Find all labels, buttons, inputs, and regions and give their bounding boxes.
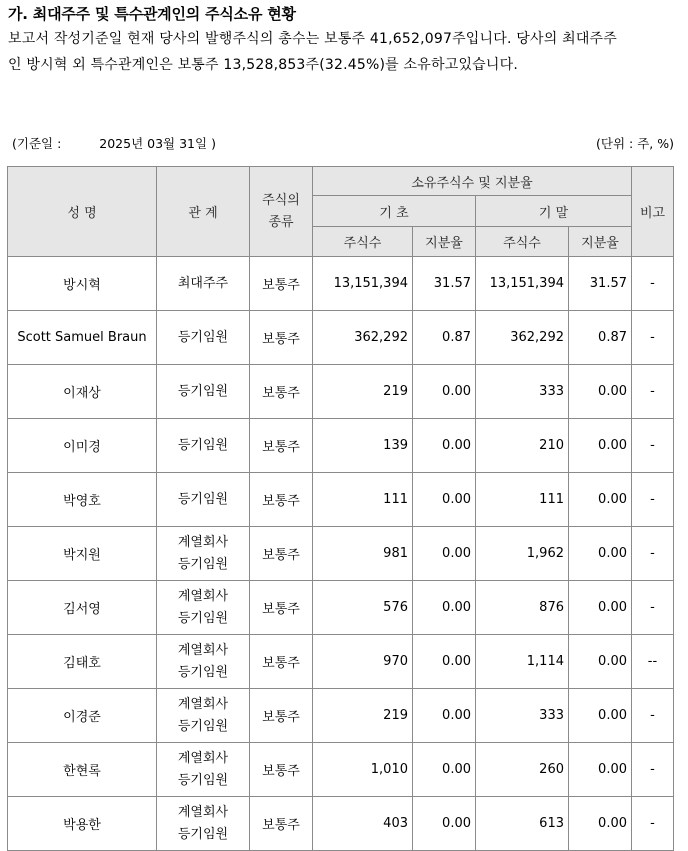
row-begin-ratio: 0.00: [413, 689, 476, 743]
row-relation: [157, 473, 250, 527]
row-stock-type: 보통주: [250, 743, 313, 797]
relation-line: 등기임원: [177, 664, 229, 680]
row-name: 박용한: [8, 797, 157, 851]
relation-line: 등기임원: [177, 826, 229, 842]
row-end-shares: 613: [476, 797, 569, 851]
relation-line: 계열회사: [177, 534, 229, 550]
row-begin-ratio: 31.57: [413, 257, 476, 311]
row-name: 한현록: [8, 743, 157, 797]
row-name: 이재상: [8, 365, 157, 419]
header-note: 비고: [632, 167, 674, 257]
row-name: 박영호: [8, 473, 157, 527]
relation-line: 등기임원: [177, 383, 229, 399]
header-ending: 기 말: [476, 196, 632, 227]
row-begin-ratio: 0.00: [413, 797, 476, 851]
row-relation: [157, 311, 250, 365]
relation-line: 계열회사: [177, 696, 229, 712]
row-relation: [157, 419, 250, 473]
row-end-shares: 1,962: [476, 527, 569, 581]
basis-date-line: [12, 134, 216, 152]
row-note: -: [632, 365, 674, 419]
row-begin-ratio: 0.00: [413, 365, 476, 419]
row-stock-type: 보통주: [250, 419, 313, 473]
row-relation: [157, 581, 250, 635]
row-stock-type: 보통주: [250, 311, 313, 365]
row-end-ratio: 0.00: [569, 419, 632, 473]
row-begin-shares: 219: [313, 689, 413, 743]
header-begin-shares: 주식수: [313, 227, 413, 257]
header-stock-type: 주식의 종류: [250, 167, 313, 257]
relation-line: 등기임원: [177, 772, 229, 788]
row-end-shares: 333: [476, 689, 569, 743]
row-note: -: [632, 473, 674, 527]
row-end-ratio: 31.57: [569, 257, 632, 311]
row-end-ratio: 0.00: [569, 797, 632, 851]
row-end-ratio: 0.00: [569, 527, 632, 581]
table-row: [8, 635, 674, 689]
relation-line: 등기임원: [177, 718, 229, 734]
table-row: [8, 257, 674, 311]
row-end-shares: 210: [476, 419, 569, 473]
row-name: 김태호: [8, 635, 157, 689]
row-end-shares: 111: [476, 473, 569, 527]
basis-close: ): [211, 136, 216, 151]
table-row: [8, 419, 674, 473]
relation-line: 계열회사: [177, 642, 229, 658]
row-end-ratio: 0.00: [569, 689, 632, 743]
row-relation: [157, 797, 250, 851]
row-stock-type: 보통주: [250, 527, 313, 581]
relation-line: 등기임원: [177, 329, 229, 345]
row-stock-type: 보통주: [250, 635, 313, 689]
row-stock-type: 보통주: [250, 365, 313, 419]
table-row: [8, 365, 674, 419]
relation-line: 계열회사: [177, 588, 229, 604]
row-stock-type: 보통주: [250, 797, 313, 851]
row-relation: [157, 257, 250, 311]
table-row: [8, 473, 674, 527]
row-relation: [157, 743, 250, 797]
row-begin-shares: 981: [313, 527, 413, 581]
row-end-ratio: 0.00: [569, 743, 632, 797]
row-end-shares: 13,151,394: [476, 257, 569, 311]
row-note: -: [632, 257, 674, 311]
relation-line: 계열회사: [177, 750, 229, 766]
row-begin-ratio: 0.00: [413, 581, 476, 635]
basis-label: (기준일 :: [12, 136, 62, 151]
table-row: [8, 581, 674, 635]
row-end-shares: 362,292: [476, 311, 569, 365]
row-begin-shares: 139: [313, 419, 413, 473]
row-begin-shares: 111: [313, 473, 413, 527]
row-name: 이경준: [8, 689, 157, 743]
row-note: --: [632, 635, 674, 689]
relation-line: 등기임원: [177, 610, 229, 626]
summary-paragraph: 보고서 작성기준일 현재 당사의 발행주식의 총수는 보통주 41,652,097주입니다. 당사의 최대주주인 방시혁 외 특수관계인은 보통주 13,528,853주(32.45%)를 소유하고있습니다.: [8, 31, 617, 73]
row-stock-type: 보통주: [250, 257, 313, 311]
header-begin-ratio: 지분율: [413, 227, 476, 257]
header-holdings: 소유주식수 및 지분율: [313, 167, 632, 196]
relation-line: 등기임원: [177, 491, 229, 507]
shareholding-table: [7, 166, 674, 851]
row-stock-type: 보통주: [250, 689, 313, 743]
row-note: -: [632, 527, 674, 581]
header-relation: 관 계: [157, 167, 250, 257]
basis-date: 2025년 03월 31일: [99, 136, 208, 151]
row-begin-shares: 13,151,394: [313, 257, 413, 311]
row-end-ratio: 0.00: [569, 581, 632, 635]
row-end-ratio: 0.00: [569, 473, 632, 527]
row-note: -: [632, 743, 674, 797]
row-begin-ratio: 0.00: [413, 419, 476, 473]
row-begin-ratio: 0.00: [413, 527, 476, 581]
row-end-shares: 1,114: [476, 635, 569, 689]
header-beginning: 기 초: [313, 196, 476, 227]
row-name: 이미경: [8, 419, 157, 473]
header-end-shares: 주식수: [476, 227, 569, 257]
relation-line: 등기임원: [177, 556, 229, 572]
table-body: [8, 257, 674, 851]
row-name: Scott Samuel Braun: [8, 311, 157, 365]
relation-line: 등기임원: [177, 437, 229, 453]
row-relation: [157, 635, 250, 689]
row-begin-shares: 403: [313, 797, 413, 851]
row-note: -: [632, 581, 674, 635]
row-name: 방시혁: [8, 257, 157, 311]
table-row: [8, 743, 674, 797]
header-name: 성 명: [8, 167, 157, 257]
row-stock-type: 보통주: [250, 473, 313, 527]
section-title: 가. 최대주주 및 특수관계인의 주식소유 현황: [8, 5, 296, 23]
row-note: -: [632, 311, 674, 365]
row-begin-ratio: 0.87: [413, 311, 476, 365]
row-end-ratio: 0.87: [569, 311, 632, 365]
header-end-ratio: 지분율: [569, 227, 632, 257]
row-begin-ratio: 0.00: [413, 743, 476, 797]
row-begin-shares: 576: [313, 581, 413, 635]
row-end-shares: 333: [476, 365, 569, 419]
relation-line: 계열회사: [177, 804, 229, 820]
table-row: [8, 311, 674, 365]
row-end-shares: 260: [476, 743, 569, 797]
table-row: [8, 797, 674, 851]
table-row: [8, 527, 674, 581]
row-stock-type: 보통주: [250, 581, 313, 635]
row-relation: [157, 527, 250, 581]
table-row: [8, 689, 674, 743]
row-begin-shares: 362,292: [313, 311, 413, 365]
row-relation: [157, 365, 250, 419]
row-begin-shares: 970: [313, 635, 413, 689]
row-begin-ratio: 0.00: [413, 473, 476, 527]
row-begin-shares: 1,010: [313, 743, 413, 797]
row-name: 박지원: [8, 527, 157, 581]
row-end-ratio: 0.00: [569, 365, 632, 419]
row-end-ratio: 0.00: [569, 635, 632, 689]
row-relation: [157, 689, 250, 743]
row-begin-ratio: 0.00: [413, 635, 476, 689]
relation-line: 최대주주: [177, 275, 229, 291]
row-name: 김서영: [8, 581, 157, 635]
row-begin-shares: 219: [313, 365, 413, 419]
row-note: -: [632, 797, 674, 851]
row-note: -: [632, 419, 674, 473]
row-note: -: [632, 689, 674, 743]
row-end-shares: 876: [476, 581, 569, 635]
unit-label: (단위 : 주, %): [596, 136, 674, 151]
